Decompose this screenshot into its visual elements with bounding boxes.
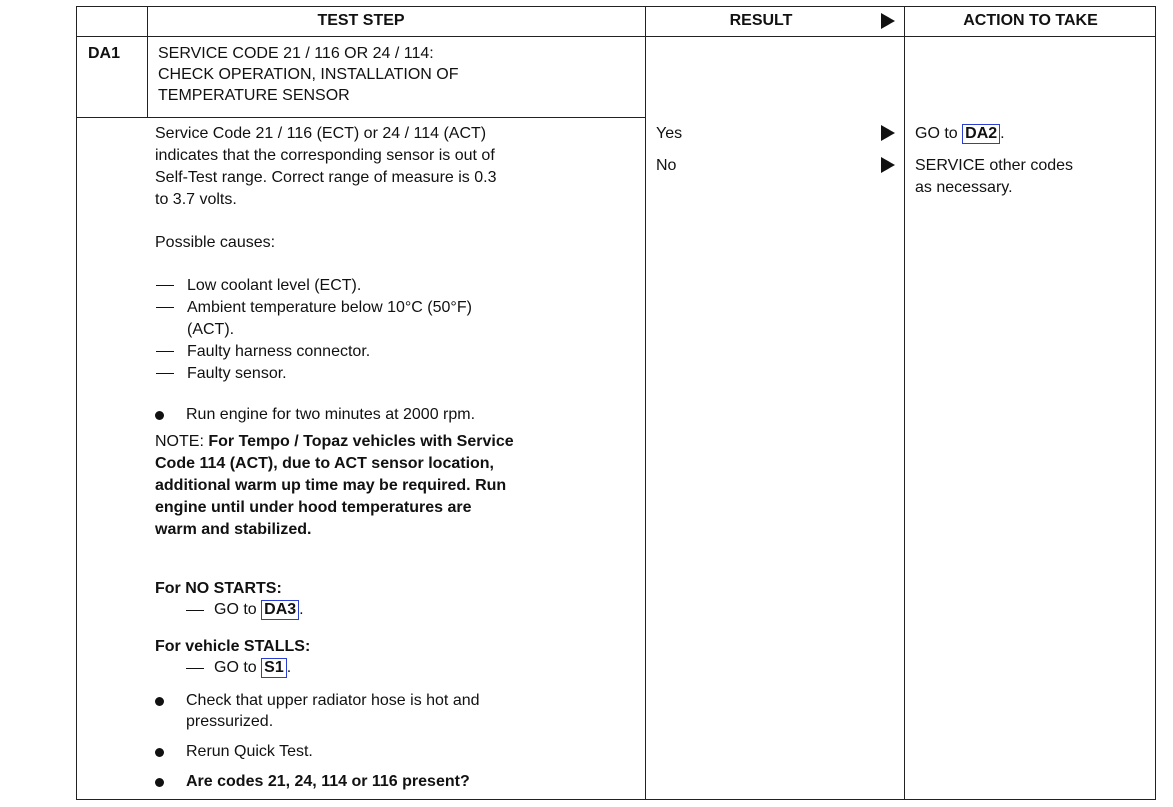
goto-text: GO to bbox=[214, 659, 257, 676]
bullet-hose-line: pressurized. bbox=[186, 713, 274, 730]
action-no-line: as necessary. bbox=[915, 179, 1013, 196]
dash-icon bbox=[186, 668, 204, 669]
bullet-icon bbox=[155, 748, 164, 757]
dash-icon bbox=[156, 307, 174, 308]
goto-s1-link[interactable]: S1 bbox=[261, 658, 287, 678]
result-no: No bbox=[656, 157, 677, 174]
goto-da3-link[interactable]: DA3 bbox=[261, 600, 299, 620]
action-goto-text: GO to bbox=[915, 125, 958, 142]
bullet-rerun: Rerun Quick Test. bbox=[186, 743, 313, 760]
bullet-icon bbox=[155, 697, 164, 706]
header-divider bbox=[76, 36, 1156, 37]
stalls-label: For vehicle STALLS: bbox=[155, 638, 311, 655]
cause-item: Faulty sensor. bbox=[187, 365, 287, 382]
note-line: additional warm up time may be required. Run bbox=[155, 477, 507, 494]
cause-item: Faulty harness connector. bbox=[187, 343, 371, 360]
note-line: For Tempo / Topaz vehicles with Service bbox=[208, 433, 514, 450]
result-no-arrow-icon bbox=[881, 157, 895, 173]
header-result: RESULT bbox=[729, 12, 793, 29]
result-column-divider bbox=[645, 6, 646, 800]
result-yes-arrow-icon bbox=[881, 125, 895, 141]
cause-item: (ACT). bbox=[187, 321, 235, 338]
bullet-icon bbox=[155, 411, 164, 420]
result-yes: Yes bbox=[656, 125, 683, 142]
step-title-line: CHECK OPERATION, INSTALLATION OF bbox=[158, 66, 459, 83]
bullet-run-engine: Run engine for two minutes at 2000 rpm. bbox=[186, 406, 476, 423]
header-test-step: TEST STEP bbox=[317, 12, 405, 29]
dash-icon bbox=[156, 351, 174, 352]
goto-da2-link[interactable]: DA2 bbox=[962, 124, 1000, 144]
intro-line: indicates that the corresponding sensor is out of bbox=[155, 147, 495, 164]
intro-line: Service Code 21 / 116 (ECT) or 24 / 114 (ACT) bbox=[155, 125, 487, 142]
cause-item: Ambient temperature below 10°C (50°F) bbox=[187, 299, 472, 316]
cause-item: Low coolant level (ECT). bbox=[187, 277, 362, 294]
goto-text: GO to bbox=[214, 601, 257, 618]
action-no-line: SERVICE other codes bbox=[915, 157, 1074, 174]
note-line: warm and stabilized. bbox=[155, 521, 312, 538]
note-line: Code 114 (ACT), due to ACT sensor location, bbox=[155, 455, 494, 472]
note-prefix: NOTE: bbox=[155, 433, 209, 450]
no-starts-label: For NO STARTS: bbox=[155, 580, 282, 597]
step-id: DA1 bbox=[88, 45, 121, 62]
bullet-icon bbox=[155, 778, 164, 787]
intro-line: Self-Test range. Correct range of measure is 0.3 bbox=[155, 169, 497, 186]
dash-icon bbox=[186, 610, 204, 611]
step-title-line: TEMPERATURE SENSOR bbox=[158, 87, 350, 104]
header-action: ACTION TO TAKE bbox=[963, 12, 1098, 29]
dash-icon bbox=[156, 285, 174, 286]
note-line: engine until under hood temperatures are bbox=[155, 499, 472, 516]
intro-line: to 3.7 volts. bbox=[155, 191, 237, 208]
step-title-line: SERVICE CODE 21 / 116 OR 24 / 114: bbox=[158, 45, 434, 62]
header-arrow-icon bbox=[881, 13, 895, 29]
action-column-divider bbox=[904, 6, 905, 800]
bullet-hose-line: Check that upper radiator hose is hot and bbox=[186, 692, 480, 709]
step-title-divider bbox=[76, 117, 646, 118]
dash-icon bbox=[156, 373, 174, 374]
bullet-question: Are codes 21, 24, 114 or 116 present? bbox=[186, 773, 470, 790]
possible-causes-label: Possible causes: bbox=[155, 234, 276, 251]
